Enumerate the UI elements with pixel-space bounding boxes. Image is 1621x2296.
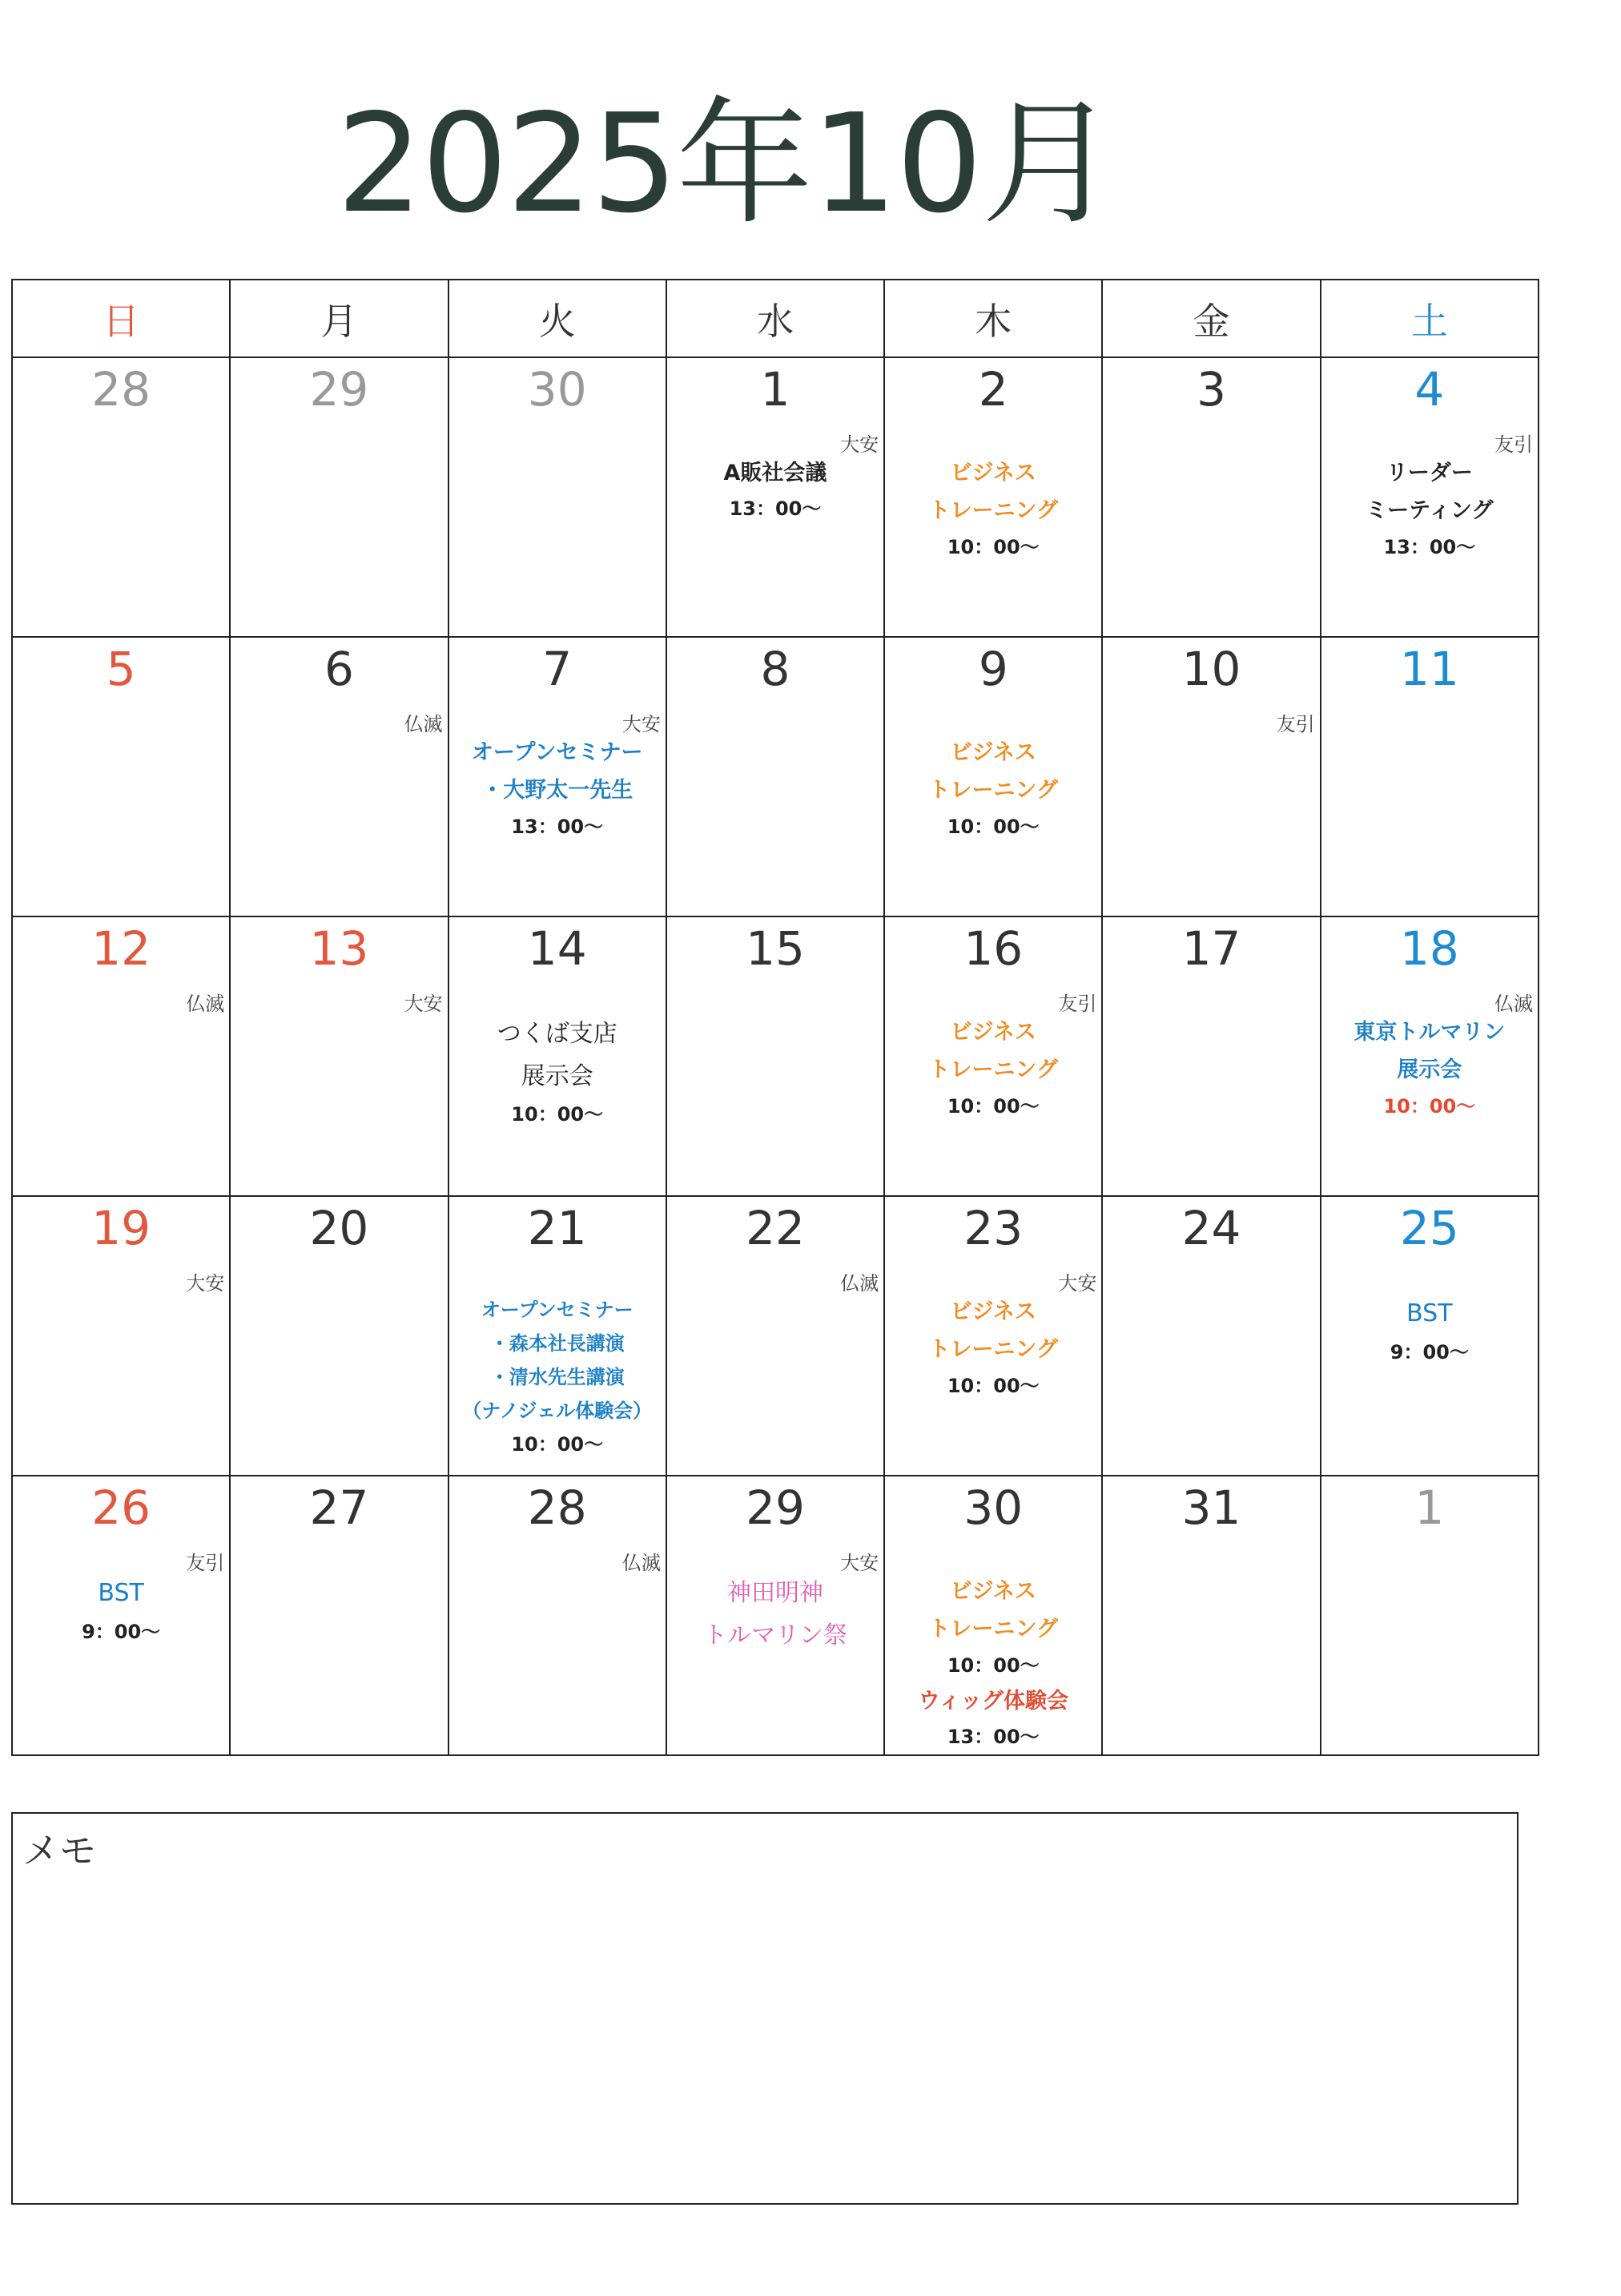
event-line: 東京トルマリン (1354, 1020, 1506, 1045)
weekday-header-row (12, 280, 1539, 357)
event-line: BST (98, 1579, 144, 1607)
rokuyo-label: 友引 (186, 1552, 225, 1574)
event-line: 10：00〜 (511, 1433, 604, 1456)
event-list (667, 454, 883, 526)
event-line: 9：00〜 (82, 1620, 161, 1643)
day-cell (666, 916, 884, 1196)
event-list (885, 1293, 1101, 1403)
day-cell (230, 1196, 448, 1476)
day-cell (448, 637, 666, 916)
day-cell (1102, 916, 1320, 1196)
day-number: 7 (542, 642, 573, 696)
event-list (885, 454, 1101, 564)
day-cell (230, 637, 448, 916)
rokuyo-label: 仏滅 (186, 993, 225, 1015)
day-number: 17 (1181, 921, 1241, 976)
rokuyo-label: 仏滅 (404, 713, 443, 735)
event-line: 展示会 (521, 1061, 593, 1090)
day-cell (1321, 1476, 1539, 1755)
event-line: ビジネス (950, 461, 1036, 485)
day-number: 21 (527, 1201, 587, 1255)
day-cell (12, 1476, 230, 1755)
event-line: ウィッグ体験会 (918, 1688, 1068, 1714)
day-number: 23 (963, 1201, 1024, 1255)
day-number: 11 (1399, 642, 1459, 696)
event-line: 10：00〜 (947, 1654, 1040, 1677)
day-number: 30 (963, 1480, 1024, 1535)
event-line: つくば支店 (497, 1020, 617, 1048)
event-list (667, 1573, 883, 1657)
event-line: 展示会 (1397, 1057, 1462, 1083)
day-number: 24 (1181, 1201, 1241, 1255)
event-line: 10：00〜 (511, 1103, 604, 1126)
event-line: 神田明神 (726, 1579, 823, 1607)
rokuyo-label: 大安 (621, 713, 661, 735)
event-list (885, 734, 1101, 844)
day-number: 31 (1181, 1480, 1241, 1535)
memo-box (11, 1812, 1518, 2205)
rokuyo-label: 大安 (840, 433, 879, 456)
day-number: 2 (978, 362, 1008, 417)
day-number: 22 (746, 1201, 805, 1255)
event-line: ミーティング (1366, 498, 1494, 524)
day-cell (666, 357, 884, 637)
day-number: 26 (91, 1480, 151, 1535)
day-cell (884, 1476, 1102, 1755)
week-row (12, 357, 1539, 637)
event-line: A販社会議 (723, 461, 827, 485)
event-line: リーダー (1386, 461, 1473, 485)
calendar-body (12, 357, 1539, 1755)
event-line: 10：00〜 (1383, 1094, 1476, 1118)
day-cell (12, 357, 230, 637)
calendar-title: 2025年10月 (336, 85, 1116, 244)
event-list (885, 1013, 1101, 1123)
day-number: 29 (309, 362, 369, 417)
rokuyo-label: 大安 (404, 993, 443, 1015)
event-list (449, 1293, 666, 1461)
rokuyo-label: 友引 (1058, 993, 1097, 1015)
day-number: 1 (1414, 1480, 1445, 1535)
rokuyo-label: 大安 (840, 1552, 879, 1574)
day-cell (448, 916, 666, 1196)
day-cell (884, 357, 1102, 637)
day-cell (1102, 1476, 1320, 1755)
day-cell (1321, 1196, 1539, 1476)
event-line: ビジネス (950, 1579, 1036, 1604)
rokuyo-label: 友引 (1494, 433, 1533, 456)
event-line: 13：00〜 (511, 815, 604, 838)
event-line: 13：00〜 (729, 497, 822, 521)
event-line: トレーニング (928, 498, 1058, 524)
event-line: ビジネス (950, 1020, 1036, 1045)
day-number: 9 (978, 642, 1008, 696)
event-line: 10：00〜 (947, 1094, 1040, 1118)
day-number: 15 (746, 921, 805, 976)
day-number: 16 (963, 921, 1024, 976)
event-line: トレーニング (928, 1337, 1058, 1363)
week-row (12, 1196, 1539, 1476)
day-number: 29 (746, 1480, 805, 1535)
rokuyo-label: 仏滅 (621, 1552, 661, 1574)
weekday-sun: 日 (12, 280, 230, 357)
day-number: 8 (760, 642, 790, 696)
day-number: 25 (1399, 1201, 1459, 1255)
day-cell (230, 357, 448, 637)
day-number: 5 (106, 642, 136, 696)
weekday-sat: 土 (1321, 280, 1539, 357)
day-number: 18 (1399, 921, 1459, 976)
event-line: 13：00〜 (1383, 535, 1476, 558)
event-list (885, 1573, 1101, 1754)
week-row (12, 916, 1539, 1196)
event-list (1321, 1293, 1538, 1369)
rokuyo-label: 友引 (1276, 713, 1315, 735)
event-list (1321, 1013, 1538, 1123)
event-line: トレーニング (928, 1617, 1058, 1642)
day-cell (12, 916, 230, 1196)
day-cell (12, 1196, 230, 1476)
day-cell (666, 1196, 884, 1476)
day-number: 19 (91, 1201, 151, 1255)
day-cell (884, 916, 1102, 1196)
event-line: ビジネス (950, 1299, 1036, 1324)
event-line: オープンセミナー (481, 1299, 634, 1321)
day-cell (448, 357, 666, 637)
day-number: 28 (527, 1480, 587, 1535)
week-row (12, 637, 1539, 916)
day-cell (1321, 637, 1539, 916)
weekday-wed: 水 (666, 280, 884, 357)
event-list (449, 734, 666, 844)
event-line: 10：00〜 (947, 1374, 1040, 1397)
weekday-fri: 金 (1102, 280, 1320, 357)
day-cell (666, 1476, 884, 1755)
day-cell (230, 1476, 448, 1755)
day-cell (448, 1196, 666, 1476)
day-number: 4 (1414, 362, 1445, 417)
weekday-tue: 火 (448, 280, 666, 357)
day-cell (1102, 1196, 1320, 1476)
event-line: ・大野太一先生 (481, 778, 634, 804)
day-cell (448, 1476, 666, 1755)
event-line: ビジネス (950, 740, 1036, 765)
event-line: トレーニング (928, 778, 1058, 804)
day-number: 28 (91, 362, 151, 417)
event-line: トルマリン祭 (702, 1621, 847, 1649)
day-cell (1321, 357, 1539, 637)
weekday-mon: 月 (230, 280, 448, 357)
event-list (13, 1573, 229, 1649)
day-cell (884, 637, 1102, 916)
event-line: オープンセミナー (471, 740, 643, 765)
event-line: （ナノジェル体験会） (462, 1400, 653, 1422)
event-line: 9：00〜 (1390, 1340, 1469, 1364)
event-line: トレーニング (928, 1057, 1058, 1083)
week-row (12, 1476, 1539, 1755)
day-number: 27 (309, 1480, 369, 1535)
month-calendar (11, 279, 1539, 1756)
day-cell (884, 1196, 1102, 1476)
day-number: 13 (309, 921, 369, 976)
day-number: 12 (91, 921, 151, 976)
event-line: 10：00〜 (947, 815, 1040, 838)
event-line: ・清水先生講演 (489, 1366, 625, 1388)
day-number: 14 (527, 921, 587, 976)
weekday-thu: 木 (884, 280, 1102, 357)
day-cell (230, 916, 448, 1196)
memo-label: メモ (22, 1829, 96, 1872)
rokuyo-label: 大安 (1058, 1272, 1097, 1295)
day-cell (1102, 637, 1320, 916)
rokuyo-label: 仏滅 (1494, 993, 1533, 1015)
day-number: 3 (1197, 362, 1226, 417)
day-number: 30 (527, 362, 587, 417)
day-cell (1321, 916, 1539, 1196)
event-list (449, 1013, 666, 1131)
event-line: 10：00〜 (947, 535, 1040, 558)
day-number: 1 (760, 362, 790, 417)
event-line: ・森本社長講演 (489, 1332, 625, 1355)
event-line: 13：00〜 (947, 1725, 1040, 1748)
event-line: BST (1406, 1299, 1453, 1327)
event-list (1321, 454, 1538, 564)
day-cell (12, 637, 230, 916)
day-number: 6 (324, 642, 354, 696)
rokuyo-label: 仏滅 (840, 1272, 879, 1295)
day-cell (1102, 357, 1320, 637)
day-number: 10 (1181, 642, 1241, 696)
day-cell (666, 637, 884, 916)
rokuyo-label: 大安 (186, 1272, 225, 1295)
day-number: 20 (309, 1201, 369, 1255)
